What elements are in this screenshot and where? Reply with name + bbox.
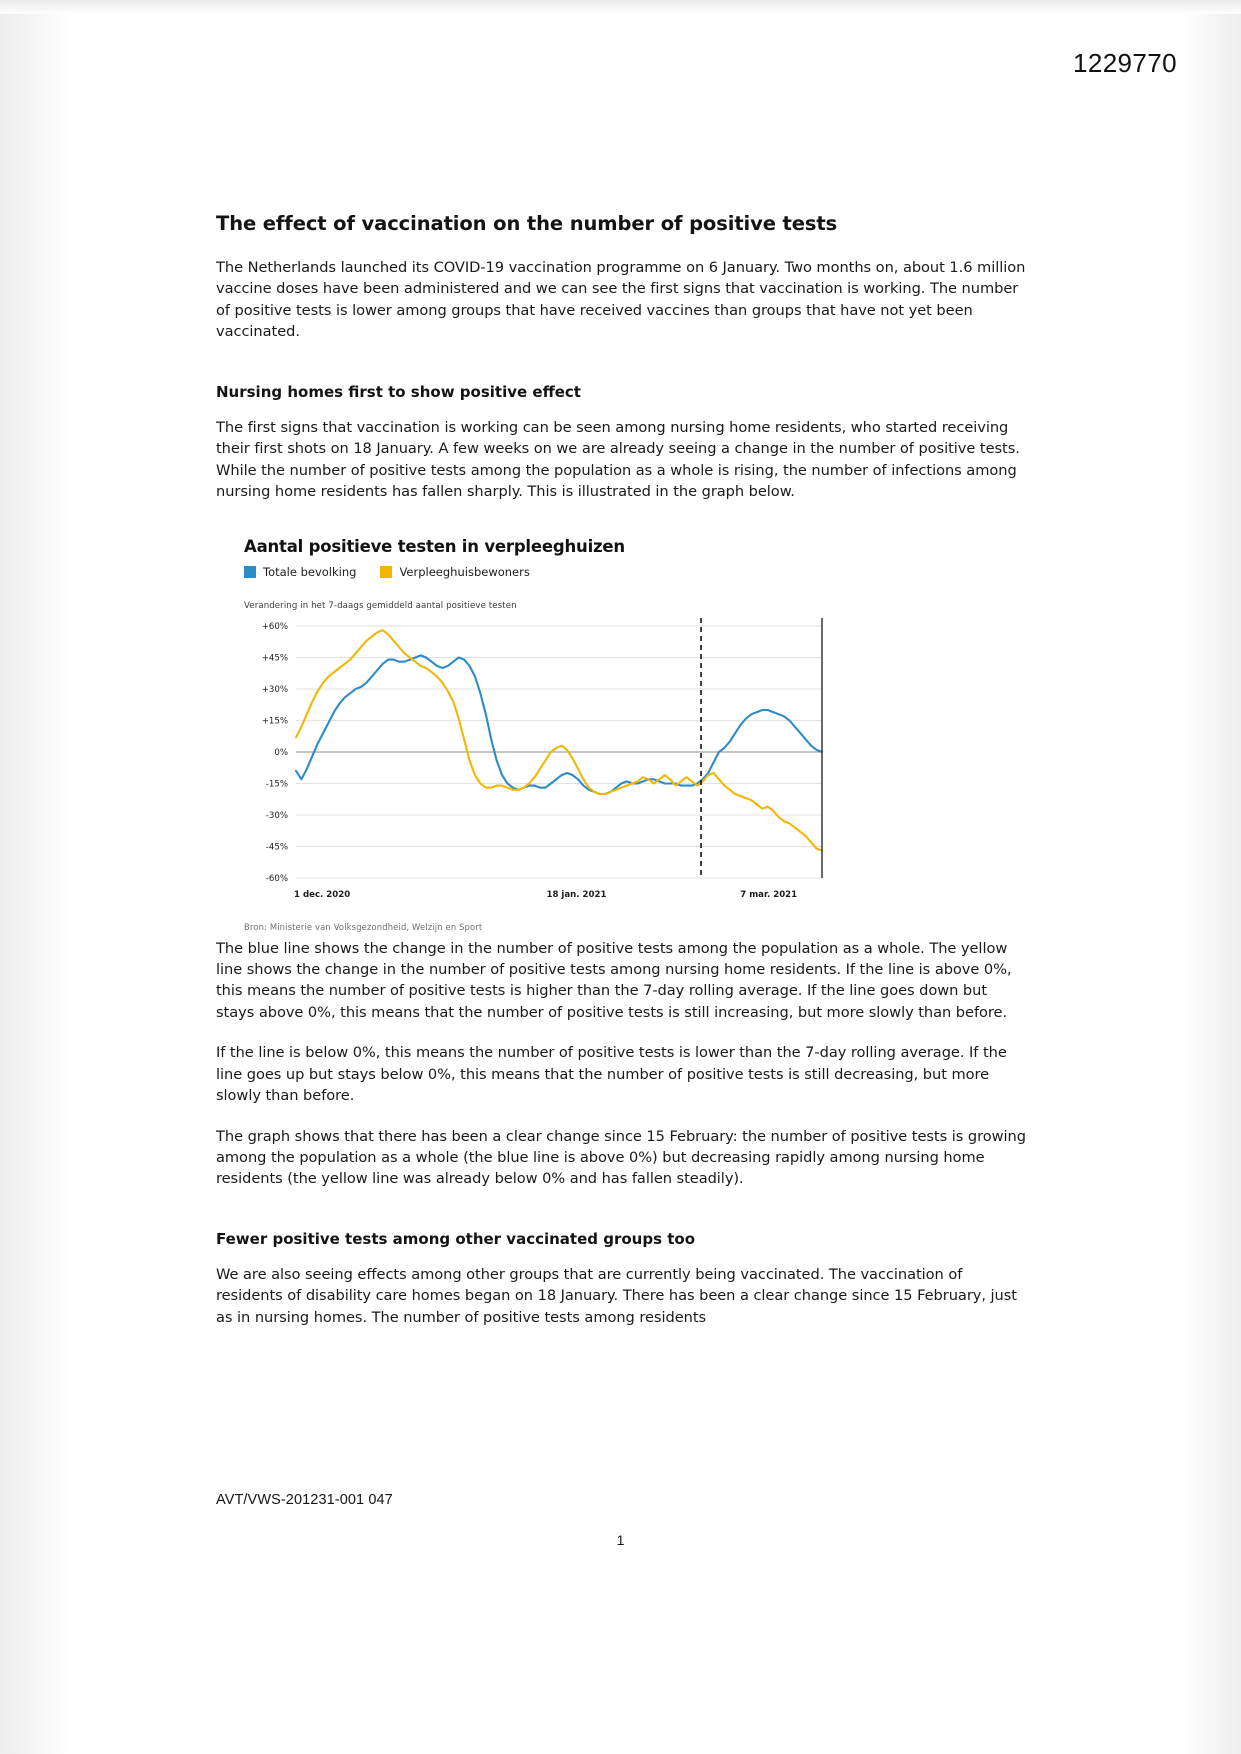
line-chart-svg [244, 618, 844, 886]
svg-text:-30%: -30% [265, 810, 288, 821]
svg-text:+60%: +60% [261, 621, 288, 632]
svg-text:+45%: +45% [261, 653, 288, 663]
legend-label-verpleeghuisbewoners: Verpleeghuisbewoners [399, 564, 530, 579]
after-chart-paragraph-3: The graph shows that there has been a clear change since 15 February: the number of positive tests is growing among the population as a whole (the blue line is above 0%) but decreasing rapidly among nursing home residents (the yellow line was already below 0% and has fallen steadily). [216, 1127, 1026, 1188]
document-content [216, 212, 1026, 1347]
intro-paragraph: The Netherlands launched its COVID-19 vaccination programme on 6 January. Two months on, about 1.6 million vaccine doses have been administered and we can see the first signs that vaccination is working. The number of positive tests is lower among groups that have received vaccines than groups that have not yet been vaccinated. [216, 259, 1026, 341]
svg-text:-45%: -45% [265, 842, 288, 852]
document-number: 1229770 [1072, 48, 1177, 78]
chart-legend [244, 565, 884, 579]
chart-source-note: Bron: Ministerie van Volksgezondheid, Welzijn en Sport [244, 921, 483, 932]
x-tick-label: 1 dec. 2020 [294, 889, 351, 900]
legend-label-totale-bevolking: Totale bevolking [263, 564, 357, 579]
footer-reference: AVT/VWS-201231-001 047 [216, 1492, 393, 1508]
x-tick-label: 7 mar. 2021 [740, 889, 798, 900]
page-number: 1 [616, 1532, 625, 1548]
scan-edge-right [1181, 0, 1241, 1754]
legend-item-totale-bevolking [244, 565, 356, 579]
section2-paragraph: We are also seeing effects among other groups that are currently being vaccinated. The vaccination of residents of disability care homes began on 18 January. There has been a clear change since 15 February, just as in nursing homes. The number of positive tests among residents [216, 1265, 1017, 1326]
chart-title: Aantal positieve testen in verpleeghuizen [244, 536, 625, 556]
page-title: The effect of vaccination on the number of positive tests [216, 212, 838, 235]
chart-subtitle: Verandering in het 7-daags gemiddeld aantal positieve testen [244, 600, 517, 611]
after-chart-paragraph-1: The blue line shows the change in the number of positive tests among the population as a whole. The yellow line shows the change in the number of positive tests among nursing home residents. If the line is above 0%, this means the number of positive tests is higher than the 7-day rolling average. If the line goes down but stays above 0%, this means that the number of positive tests is still increasing, but more slowly than before. [216, 939, 1012, 1021]
scan-edge-top [0, 0, 1241, 14]
section-heading-other-groups: Fewer positive tests among other vaccinated groups too [216, 1229, 696, 1248]
legend-swatch-yellow [380, 566, 392, 578]
section1-paragraph: The first signs that vaccination is working can be seen among nursing home residents, who started receiving their first shots on 18 January. A few weeks on we are already seeing a change in the number of positive tests. While the number of positive tests among the population as a whole is rising, the number of infections among nursing home residents has fallen sharply. This is illustrated in the graph below. [216, 418, 1020, 501]
chart-x-axis-labels [244, 886, 844, 908]
svg-text:-60%: -60% [265, 873, 288, 884]
svg-text:+30%: +30% [261, 684, 288, 695]
svg-text:-15%: -15% [265, 779, 288, 789]
chart-figure [244, 537, 884, 932]
legend-item-verpleeghuisbewoners [380, 565, 529, 579]
after-chart-paragraph-2: If the line is below 0%, this means the number of positive tests is lower than the 7-day rolling average. If the line goes up but stays below 0%, this means that the number of positive tests is still decreasing, but more slowly than before. [216, 1044, 1007, 1105]
section-heading-nursing-homes: Nursing homes first to show positive effect [216, 382, 581, 401]
svg-text:0%: 0% [274, 747, 288, 758]
legend-swatch-blue [244, 566, 256, 578]
x-tick-label: 18 jan. 2021 [546, 889, 607, 900]
svg-text:+15%: +15% [261, 716, 288, 726]
chart-plot-area [244, 618, 844, 886]
scan-edge-left [0, 0, 72, 1754]
